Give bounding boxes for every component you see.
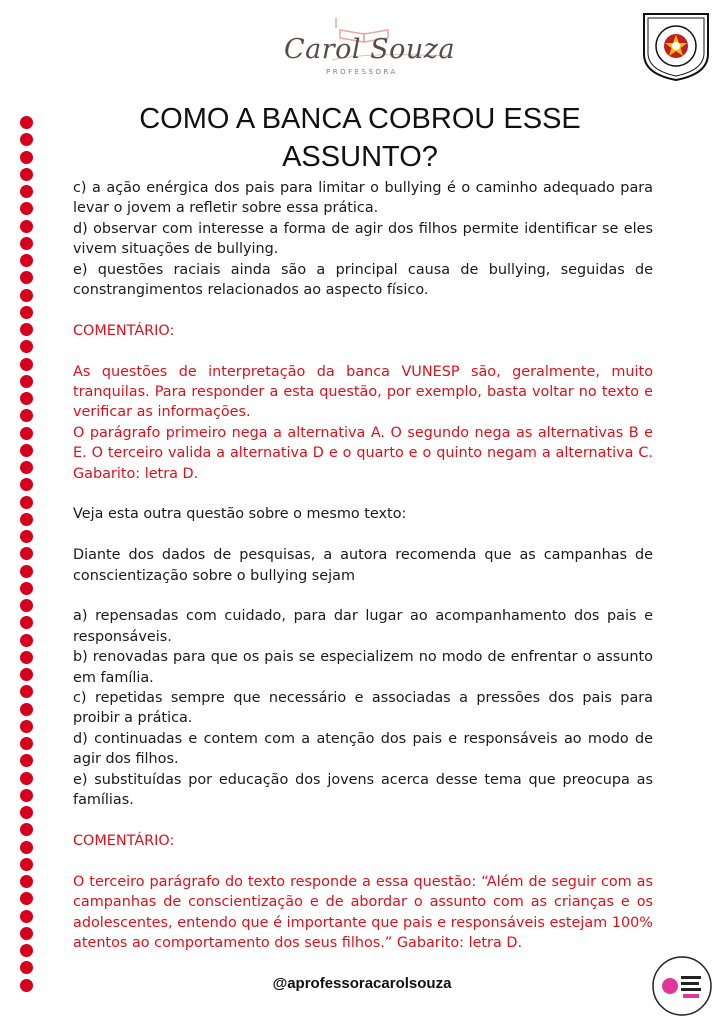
decorative-dot	[20, 271, 33, 284]
option-d-question-1: d) observar com interesse a forma de agir dos filhos permite identificar se eles vivem situações de bullying.	[73, 220, 653, 258]
decorative-dot	[20, 409, 33, 422]
police-shield-icon	[638, 8, 714, 84]
option-c-question-2: c) repetidas sempre que necessário e associadas a pressões dos pais para proibir a prática.	[73, 690, 653, 727]
question-2-statement: Diante dos dados de pesquisas, a autora recomenda que as campanhas de conscientização sobre o bullying sejam	[73, 547, 653, 584]
option-a-question-2: a) repensadas com cuidado, para dar lugar ao acompanhamento dos pais e responsáveis.	[73, 608, 653, 645]
decorative-dot	[20, 254, 33, 267]
decorative-dot	[20, 858, 33, 871]
comment-label-2: COMENTÁRIO:	[73, 832, 175, 849]
decorative-dot	[20, 823, 33, 836]
decorative-dot	[20, 444, 33, 457]
title-line-2: ASSUNTO?	[282, 141, 438, 173]
decorative-dot	[20, 789, 33, 802]
decorative-dot	[20, 582, 33, 595]
decorative-dot	[20, 616, 33, 629]
decorative-dot	[20, 496, 33, 509]
decorative-dot	[20, 375, 33, 388]
logo-name: Carol Souza	[284, 34, 456, 65]
decorative-dot	[20, 841, 33, 854]
decorative-dot	[20, 427, 33, 440]
comment-label-1: COMENTÁRIO:	[73, 322, 175, 339]
decorative-dot	[20, 116, 33, 129]
decorative-dot	[20, 530, 33, 543]
intro-question-2: Veja esta outra questão sobre o mesmo texto:	[73, 506, 407, 523]
decorative-dot	[20, 237, 33, 250]
comment-1-paragraph-a: As questões de interpretação da banca VUNESP são, geralmente, muito tranquilas. Para responder a esta questão, por exemplo, basta voltar no texto e verificar as informações.	[73, 363, 653, 421]
decorative-dot	[20, 513, 33, 526]
nosso-material-stamp	[650, 954, 714, 1018]
decorative-dot	[20, 910, 33, 923]
decorative-dot	[20, 358, 33, 371]
decorative-dot	[20, 720, 33, 733]
policia-militar-badge	[638, 8, 714, 84]
comment-2-paragraph: O terceiro parágrafo do texto responde a essa questão: “Além de seguir com as campanhas de conscientização e de abordar o assunto com as crianças e os adolescentes, entendo que é importante que pais e responsáveis estejam 100% atentos ao comportamento dos seus filhos.” Gabarito: letra D.	[73, 873, 653, 951]
option-d-question-2: d) continuadas e contem com a atenção dos pais e responsáveis ao modo de agir dos filhos.	[73, 730, 653, 768]
decorative-dot	[20, 668, 33, 681]
decorative-dot	[20, 754, 33, 767]
decorative-dot	[20, 961, 33, 974]
decorative-dot	[20, 202, 33, 215]
decorative-dot	[20, 634, 33, 647]
decorative-dot	[20, 737, 33, 750]
comment-1-paragraph-b: O parágrafo primeiro nega a alternativa A. O segundo nega as alternativas B e E. O terceiro valida a alternativa D e o quarto e o quinto negam a alternativa C. Gabarito: letra D.	[73, 424, 653, 482]
option-e-question-1: e) questões raciais ainda são a principal causa de bullying, seguidas de constrangimentos relacionados ao aspecto físico.	[73, 261, 653, 299]
decorative-dot	[20, 306, 33, 319]
decorative-dot	[20, 340, 33, 353]
decorative-dot-column	[20, 116, 36, 996]
decorative-dot	[20, 461, 33, 474]
carol-souza-logo	[270, 12, 460, 82]
decorative-dot	[20, 927, 33, 940]
decorative-dot	[20, 133, 33, 146]
decorative-dot	[20, 651, 33, 664]
decorative-dot	[20, 168, 33, 181]
decorative-dot	[20, 944, 33, 957]
decorative-dot	[20, 478, 33, 491]
decorative-dot	[20, 547, 33, 560]
decorative-dot	[20, 599, 33, 612]
decorative-dot	[20, 685, 33, 698]
decorative-dot	[20, 185, 33, 198]
decorative-dot	[20, 220, 33, 233]
page-title	[80, 100, 640, 176]
logo-subtitle: PROFESSORA	[326, 68, 398, 76]
decorative-dot	[20, 875, 33, 888]
option-c-question-1: c) a ação enérgica dos pais para limitar o bullying é o caminho adequado para levar o jovem a refletir sobre essa prática.	[73, 180, 653, 217]
decorative-dot	[20, 772, 33, 785]
option-b-question-2: b) renovadas para que os pais se especializem no modo de enfrentar o assunto em família.	[73, 649, 653, 686]
decorative-dot	[20, 289, 33, 302]
option-e-question-2: e) substituídas por educação dos jovens acerca desse tema que preocupa as famílias.	[73, 771, 653, 809]
decorative-dot	[20, 323, 33, 336]
instagram-handle: @aprofessoracarolsouza	[272, 975, 452, 992]
decorative-dot	[20, 703, 33, 716]
decorative-dot	[20, 806, 33, 819]
main-content	[73, 178, 653, 953]
title-line-1: COMO A BANCA COBROU ESSE	[139, 103, 581, 135]
decorative-dot	[20, 392, 33, 405]
decorative-dot	[20, 151, 33, 164]
study-material-stamp-icon	[650, 954, 714, 1018]
decorative-dot	[20, 565, 33, 578]
decorative-dot	[20, 892, 33, 905]
